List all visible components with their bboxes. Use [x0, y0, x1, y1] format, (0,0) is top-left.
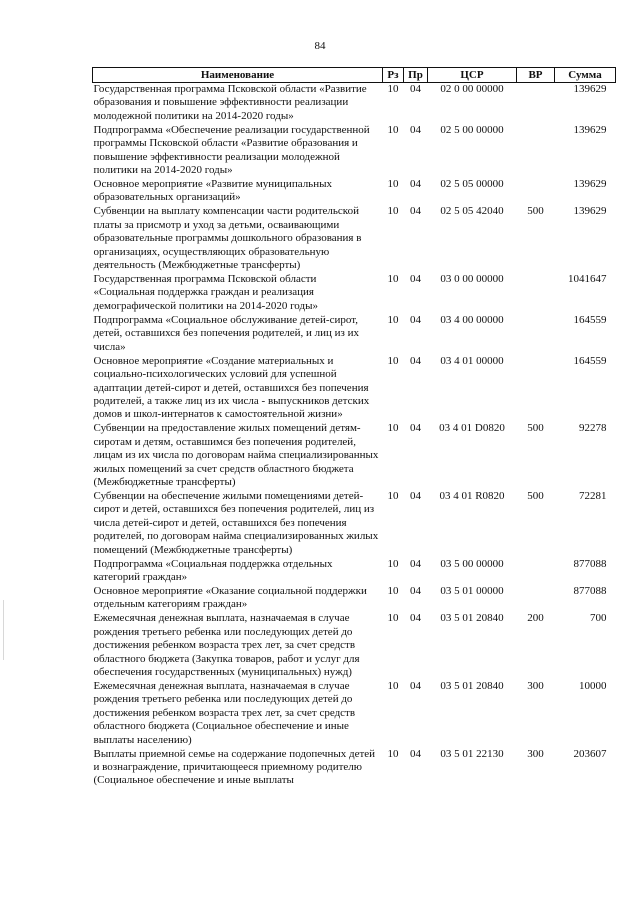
row-sum: 203607 [573, 747, 607, 760]
row-name: Выплаты приемной семье на содержание подопечных детей и вознаграждение, причитающееся приемному родителю (Социальное обеспечение и иные выплаты [93, 747, 376, 787]
row-pr: 04 [410, 557, 421, 570]
row-vr [517, 585, 555, 612]
row-sum: 72281 [579, 489, 607, 502]
row-csr: 03 5 01 22130 [440, 747, 504, 760]
row-vr: 500 [527, 205, 544, 218]
row-pr: 04 [410, 612, 421, 625]
row-pr: 04 [410, 178, 421, 191]
row-name: Субвенции на обеспечение жилыми помещениями детей-сирот и детей, оставшихся без попечения родителей, лиц из числа детей-сирот и детей, оставшихся без попечения родителей, по договорам найма специализированных жилых помещений (Межбюджетные трансферты) [93, 489, 379, 556]
row-csr: 02 5 05 00000 [440, 178, 504, 191]
row-csr: 03 4 01 D0820 [439, 422, 505, 435]
header-rz: Рз [383, 68, 404, 83]
row-rz: 10 [387, 313, 399, 326]
row-sum: 700 [590, 612, 607, 625]
row-name: Подпрограмма «Обеспечение реализации государственной программы Псковской области «Развитие образования и повышение эффективности реализации молодежной политики на 2014-2020 годы» [93, 123, 370, 177]
row-sum: 164559 [573, 313, 607, 326]
row-name: Основное мероприятие «Оказание социальной поддержки отдельным категориям граждан» [93, 584, 367, 611]
row-vr: 500 [527, 489, 544, 502]
row-sum: 139629 [573, 178, 607, 191]
row-name: Государственная программа Псковской области «Социальная поддержка граждан и реализация демографической политики на 2014-2020 годы» [93, 273, 318, 312]
table-row [93, 273, 616, 314]
row-vr: 200 [527, 612, 544, 625]
row-sum: 10000 [579, 680, 607, 692]
row-rz: 10 [387, 680, 399, 692]
table-row [93, 178, 616, 205]
row-vr [517, 178, 555, 205]
row-vr [517, 124, 555, 178]
row-name: Государственная программа Псковской области «Развитие образования и повышение эффективности реализации молодежной политики на 2014-2020 годы» [93, 83, 367, 122]
table-row [93, 558, 616, 585]
row-pr: 04 [410, 273, 421, 286]
row-csr: 03 4 01 R0820 [439, 489, 505, 502]
row-sum: 139629 [573, 123, 607, 136]
table-row [93, 585, 616, 612]
row-rz: 10 [387, 354, 399, 367]
row-rz: 10 [387, 273, 399, 286]
header-vr: ВР [517, 68, 555, 83]
row-pr: 04 [410, 489, 421, 502]
row-rz: 10 [387, 178, 399, 191]
row-vr [517, 558, 555, 585]
table-row [93, 422, 616, 490]
table-row [93, 83, 616, 124]
row-pr: 04 [410, 83, 421, 95]
table-row [93, 680, 616, 748]
row-csr: 02 5 05 42040 [440, 205, 504, 218]
row-rz: 10 [387, 489, 399, 502]
row-name: Ежемесячная денежная выплата, назначаемая в случае рождения третьего ребенка или последующих детей до достижения ребенком возраста трех лет, за счет средств областного бюджета (Закупка товаров, работ и услуг для обеспечения государственных (муниципальных) нужд) [93, 612, 360, 678]
row-pr: 04 [410, 123, 421, 136]
row-csr: 03 5 00 00000 [440, 557, 504, 570]
row-rz: 10 [387, 422, 399, 435]
page-number: 84 [314, 40, 326, 52]
row-pr: 04 [410, 584, 421, 597]
row-vr: 300 [527, 747, 544, 760]
row-csr: 03 4 01 00000 [440, 354, 504, 367]
table-row [93, 490, 616, 558]
row-pr: 04 [410, 354, 421, 367]
row-pr: 04 [410, 313, 421, 326]
row-rz: 10 [387, 584, 399, 597]
row-pr: 04 [410, 747, 421, 760]
row-name: Основное мероприятие «Создание материальных и социально-психологических условий для успешной адаптации детей-сирот и детей, оставшихся без попечения родителей, а также лиц из их числа - выпускников детских домов и школ-интернатов к самостоятельной жизни» [93, 354, 370, 421]
row-csr: 03 5 01 20840 [440, 680, 504, 692]
row-name: Подпрограмма «Социальное обслуживание детей-сирот, детей, оставшихся без попечения родителей, и лиц из их числа» [93, 313, 360, 353]
row-name: Основное мероприятие «Развитие муниципальных образовательных организаций» [93, 178, 332, 204]
header-name: Наименование [93, 68, 383, 83]
row-pr: 04 [410, 205, 421, 218]
row-csr: 03 5 01 00000 [440, 584, 504, 597]
header-pr: Пр [404, 68, 428, 83]
row-rz: 10 [387, 123, 399, 136]
row-sum: 1041647 [568, 273, 607, 286]
row-csr: 03 4 00 00000 [440, 313, 504, 326]
row-sum: 92278 [579, 422, 607, 435]
row-sum: 139629 [573, 83, 607, 95]
row-sum: 877088 [573, 557, 607, 570]
row-rz: 10 [387, 83, 399, 95]
row-vr [517, 83, 555, 124]
row-rz: 10 [387, 205, 399, 218]
scan-edge-mark [3, 600, 4, 660]
row-pr: 04 [410, 422, 421, 435]
header-csr: ЦСР [428, 68, 517, 83]
row-name: Ежемесячная денежная выплата, назначаемая в случае рождения третьего ребенка или последующих детей до достижения ребенком возраста трех лет, за счет средств областного бюджета (Социальное обеспечение и иные выплаты населению) [93, 680, 356, 746]
row-sum: 164559 [573, 354, 607, 367]
table-row [93, 124, 616, 178]
budget-table [92, 67, 616, 788]
header-sum: Сумма [555, 68, 616, 83]
row-sum: 877088 [573, 584, 607, 597]
row-csr: 02 5 00 00000 [440, 123, 504, 136]
row-vr: 300 [527, 680, 544, 692]
row-name: Субвенции на выплату компенсации части родительской платы за присмотр и уход за детьми, осваивающими образовательные программы дошкольного образования в организациях, осуществляющих образовательную деятельность (Межбюджетные трансферты) [93, 205, 362, 272]
row-rz: 10 [387, 747, 399, 760]
row-vr [517, 355, 555, 423]
row-sum: 139629 [573, 205, 607, 218]
row-csr: 02 0 00 00000 [440, 83, 504, 95]
row-rz: 10 [387, 612, 399, 625]
table-row [93, 205, 616, 273]
row-vr: 500 [527, 422, 544, 435]
table-row [93, 748, 616, 789]
table-header-row [93, 68, 616, 83]
row-csr: 03 0 00 00000 [440, 273, 504, 286]
row-vr [517, 314, 555, 355]
table-row [93, 355, 616, 423]
row-name: Подпрограмма «Социальная поддержка отдельных категорий граждан» [93, 557, 333, 583]
table-row [93, 314, 616, 355]
row-csr: 03 5 01 20840 [440, 612, 504, 625]
row-rz: 10 [387, 557, 399, 570]
row-pr: 04 [410, 680, 421, 692]
table-row [93, 612, 616, 680]
row-vr [517, 273, 555, 314]
row-name: Субвенции на предоставление жилых помещений детям-сиротам и детям, оставшимся без попечения родителей, лицам из их числа по договорам найма специализированных жилых помещений за счет средств областного бюджета (Межбюджетные трансферты) [93, 422, 379, 488]
